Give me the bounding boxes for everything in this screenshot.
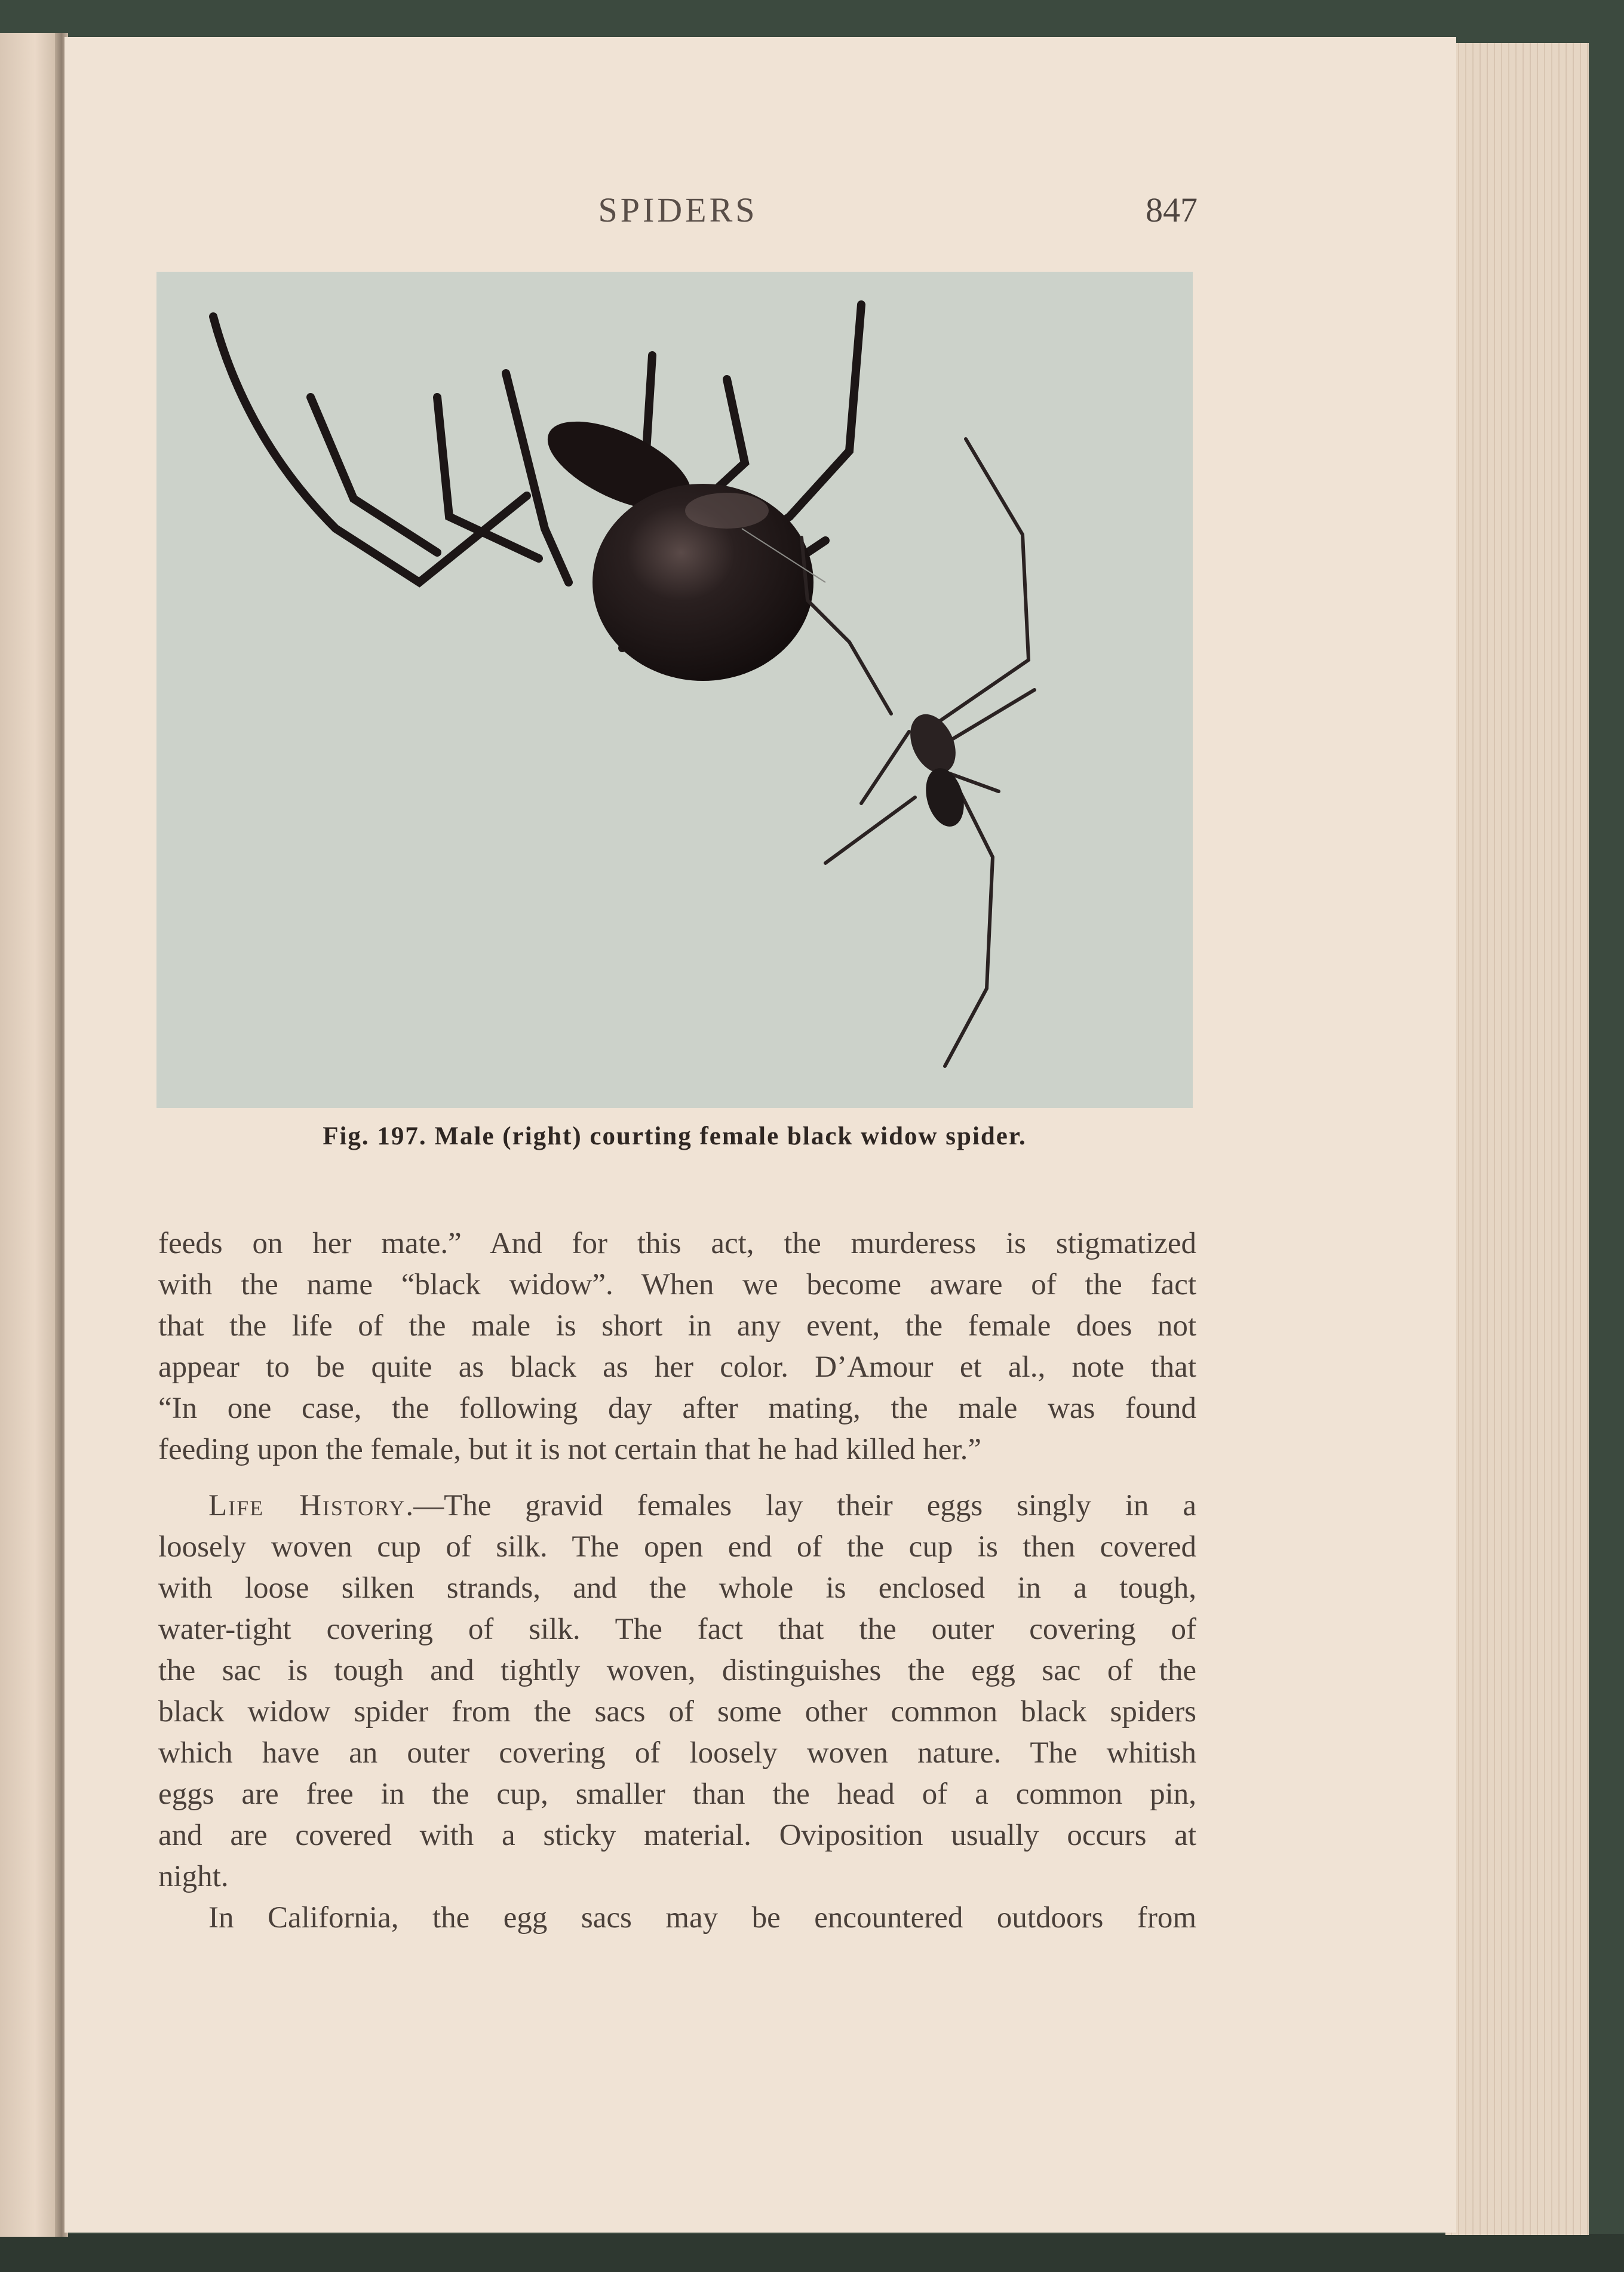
paragraph-1 bbox=[158, 1223, 1196, 1470]
text-line: night. bbox=[158, 1860, 229, 1893]
page-number: 847 bbox=[1146, 191, 1198, 229]
left-page-edge bbox=[0, 33, 59, 2237]
running-head: SPIDERS bbox=[598, 191, 758, 229]
text-line: feeding upon the female, but it is not certain that he had killed her.” bbox=[158, 1433, 981, 1466]
text-line: the sac is tough and tightly woven, distinguishes the egg sac of the bbox=[158, 1654, 1196, 1687]
text-line: “In one case, the following day after mating, the male was found bbox=[158, 1392, 1196, 1425]
page-header bbox=[158, 190, 1198, 238]
text-line: appear to be quite as black as her color. D’Amour et al., note that bbox=[158, 1350, 1196, 1384]
text-line: with loose silken strands, and the whole is enclosed in a tough, bbox=[158, 1571, 1196, 1605]
text-line: and are covered with a sticky material. Oviposition usually occurs at bbox=[158, 1819, 1196, 1852]
text-line: loosely woven cup of silk. The open end of the cup is then covered bbox=[158, 1530, 1196, 1564]
text-line bbox=[158, 1485, 1196, 1527]
paragraph-2 bbox=[158, 1485, 1196, 1898]
black-widow-spiders-illustration bbox=[156, 272, 1193, 1108]
body-text bbox=[158, 1223, 1196, 1939]
text-line: that the life of the male is short in any event, the female does not bbox=[158, 1309, 1196, 1343]
text-line: eggs are free in the cup, smaller than the head of a common pin, bbox=[158, 1777, 1196, 1811]
text-line: feeds on her mate.” And for this act, the murderess is stigmatized bbox=[158, 1227, 1196, 1260]
page-stack-edges bbox=[1445, 43, 1589, 2235]
text-run: .—The gravid females lay their eggs singly in a bbox=[406, 1489, 1196, 1522]
text-line: which have an outer covering of loosely woven nature. The whitish bbox=[158, 1736, 1196, 1770]
text-line: In California, the egg sacs may be encountered outdoors from bbox=[208, 1901, 1196, 1935]
cover-bottom-edge bbox=[0, 2234, 1624, 2272]
figure-caption: Fig. 197. Male (right) courting female black widow spider. bbox=[323, 1122, 1027, 1150]
text-line: black widow spider from the sacs of some other common black spiders bbox=[158, 1695, 1196, 1728]
paragraph-3 bbox=[158, 1898, 1196, 1939]
figure-photo bbox=[156, 272, 1193, 1108]
text-line: with the name “black widow”. When we become aware of the fact bbox=[158, 1268, 1196, 1301]
section-heading: Life History bbox=[208, 1489, 406, 1522]
text-line: water-tight covering of silk. The fact that the outer covering of bbox=[158, 1613, 1196, 1646]
